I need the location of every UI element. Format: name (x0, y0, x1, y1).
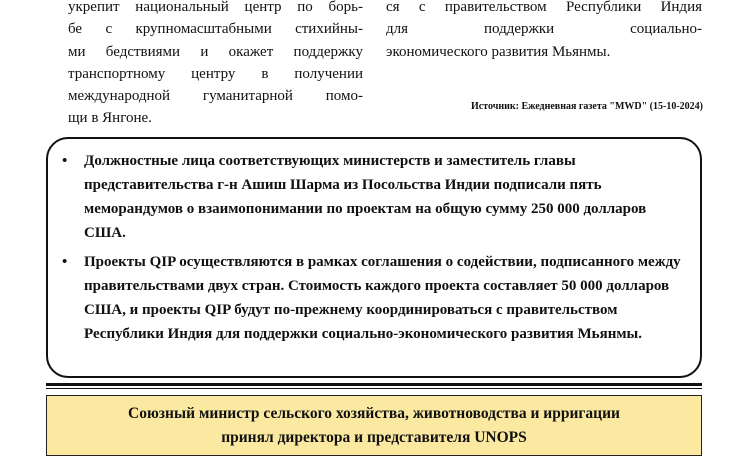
right-line-1: ся с правительством Республики Индия (386, 0, 702, 15)
headline-line-2: принял директора и представителя UNOPS (221, 429, 527, 446)
left-line-4: транспортному центру в получении (68, 65, 363, 82)
summary-item-text: Должностные лица соответствующих министерств и заместитель главы представительства г-н Ашиш Шарма из Посольства Индии подписали пять меморандумов о взаимопонимании по проектам на общую сумму 250 000 долларов США. (84, 153, 647, 241)
headline-line-1: Союзный министр сельского хозяйства, животноводства и ирригации (128, 405, 620, 422)
section-divider-thin (46, 388, 702, 389)
left-line-6: щи в Янгоне. (68, 110, 152, 127)
left-line-3: ми бедствиями и окажет поддержку (68, 43, 363, 60)
left-line-1: укрепит национальный центр по борь- (68, 0, 363, 15)
right-line-3: экономического развития Мьянмы. (386, 43, 611, 60)
article-continuation-left (68, 0, 363, 130)
right-line-2: для поддержки социально- (386, 21, 702, 38)
summary-item-1 (62, 149, 690, 245)
summary-box (46, 137, 702, 378)
bullet-icon: • (62, 153, 68, 169)
left-line-5: международной гуманитарной помо- (68, 88, 363, 105)
summary-item-2 (62, 250, 690, 346)
summary-list (62, 149, 690, 346)
bullet-icon: • (62, 254, 68, 270)
section-divider (46, 383, 702, 386)
article-continuation-right (386, 0, 702, 63)
left-line-2: бе с крупномасштабными стихийны- (68, 21, 363, 38)
summary-item-text: Проекты QIP осуществляются в рамках соглашения о содействии, подписанного между правительствами двух стран. Стоимость каждого проекта составляет 50 000 долларов США, и проекты QIP будут по-прежнему координироваться с правительством Республики Индия для поддержки социально-экономического развития Мьянмы. (84, 254, 681, 342)
source-citation: Источник: Ежедневная газета "MWD" (15-10-2024) (470, 101, 703, 112)
next-article-headline (46, 395, 702, 456)
